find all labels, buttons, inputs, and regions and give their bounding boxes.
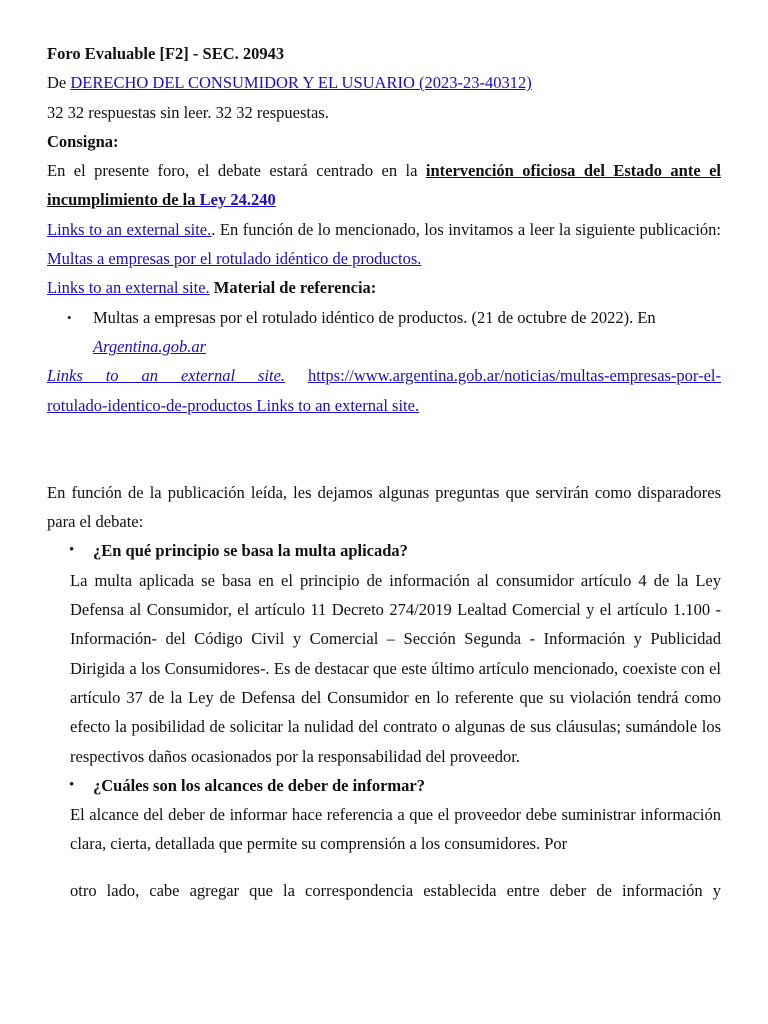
answer-text: El alcance del deber de informar hace referencia a que el proveedor debe suministrar información clara, cierta, detallada que permite su comprensión a los consumidores. Por <box>70 805 721 854</box>
consigna-label: Consigna: <box>47 131 119 151</box>
external-site-link-3[interactable]: Links to an external site. <box>47 366 286 386</box>
question-list <box>47 536 721 565</box>
question-text: ¿Cuáles son los alcances de deber de informar? <box>93 775 425 795</box>
course-link[interactable]: DERECHO DEL CONSUMIDOR Y EL USUARIO (2023-23-40312) <box>70 73 532 93</box>
url-link-part1[interactable]: https://www.argentina.gob.ar/noticias/multas-empresas-por-el- <box>308 366 721 386</box>
replies-info: 32 32 respuestas sin leer. 32 32 respuestas. <box>47 102 329 122</box>
external-site-link-1[interactable]: Links to an external site. <box>47 219 212 239</box>
question-item <box>47 536 721 565</box>
bullet-icon: • <box>67 309 72 325</box>
answer-text: La multa aplicada se basa en el principio de información al consumidor artículo 4 de la Ley Defensa al Consumidor, el artículo 11 Decreto 274/2019 Lealtad Comercial y el artículo 1.100 -Información- del Código Civil y Comercial – Sección Segunda - Información y Publicidad Dirigida a los Consumidores-. Es de destacar que este último artículo mencionado, coexiste con el artículo 37 de la Ley de Defensa del Consumidor en lo referente que su violación tendrá como efecto la posibilidad de solicitar la nulidad del contrato o algunas de sus cláusulas; sumándole los respectivos daños ocasionados por la responsabilidad del proveedor. <box>70 570 721 766</box>
consigna-topic: intervención oficiosa del Estado ante el incumplimiento de la <box>47 161 721 210</box>
reference-links <box>47 361 721 390</box>
consigna-paragraph <box>47 156 721 302</box>
url-link[interactable] <box>47 396 419 415</box>
publication-link[interactable]: Multas a empresas por el rotulado idéntico de productos. <box>47 249 422 269</box>
question-list <box>47 771 721 800</box>
debate-intro: En función de la publicación leída, les dejamos algunas preguntas que servirán como disparadores para el debate: <box>47 482 721 532</box>
reference-list <box>47 303 721 362</box>
external-site-link-4: Links to an external site. <box>252 395 420 415</box>
ley-link[interactable]: Ley 24.240 <box>199 190 276 210</box>
url-link-part2: rotulado-identico-de-productos <box>47 395 253 415</box>
reference-text: Multas a empresas por el rotulado idéntico de productos. (21 de octubre de 2022). En <box>93 307 656 327</box>
external-site-link-2[interactable]: Links to an external site. <box>47 278 210 298</box>
answer-text-continued: otro lado, cabe agregar que la correspondencia establecida entre deber de información y <box>70 880 721 900</box>
consigna-after-link: . En función de lo mencionado, los invitamos a leer la siguiente publicación: <box>211 219 721 239</box>
post-source <box>47 68 721 97</box>
argentina-gob-link[interactable]: Argentina.gob.ar <box>93 336 207 356</box>
question-text: ¿En qué principio se basa la multa aplicada? <box>93 541 408 561</box>
bullet-icon: • <box>69 542 75 559</box>
source-prefix: De <box>47 73 71 93</box>
bullet-icon: • <box>69 776 75 793</box>
reference-item <box>47 303 721 362</box>
material-label: Material de referencia: <box>209 278 377 298</box>
question-item <box>47 771 721 800</box>
forum-post <box>47 39 721 905</box>
post-title: Foro Evaluable [F2] - SEC. 20943 <box>47 44 285 63</box>
section-spacer <box>47 420 721 478</box>
consigna-intro: En el presente foro, el debate estará centrado en la <box>47 161 426 181</box>
reference-links-cont <box>47 391 721 420</box>
